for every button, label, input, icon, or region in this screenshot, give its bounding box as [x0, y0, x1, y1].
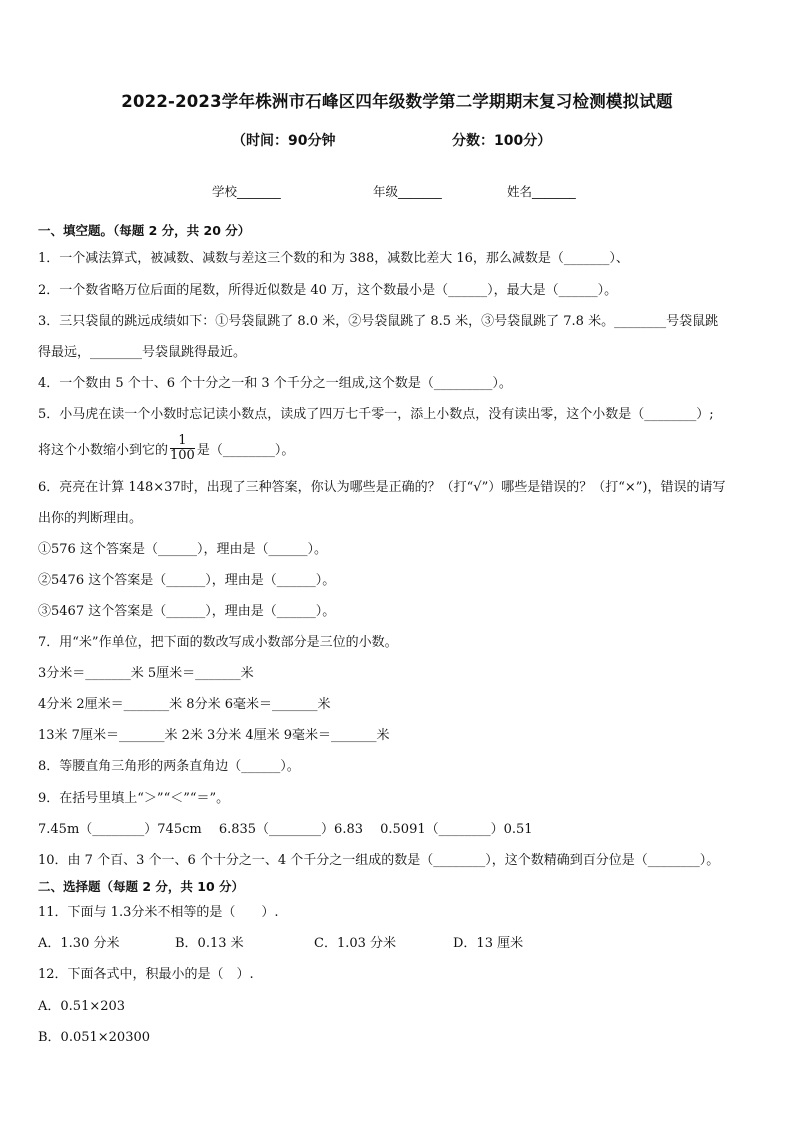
- question-1: 1．一个减法算式，被减数、减数与差这三个数的和为 388，减数比差大 16，那么减数是（_______）、: [38, 251, 629, 266]
- question-10: 10．由 7 个百、3 个一、6 个十分之一、4 个千分之一组成的数是（________），这个数精确到百分位是（________）。: [38, 853, 720, 868]
- question-9-row: 7.45m（________）745cm 6.835（________）6.83 0.5091（________）0.51: [38, 822, 533, 837]
- question-8: 8．等腰直角三角形的两条直角边（______）。: [38, 759, 300, 774]
- question-5-text-pre: 将这个小数缩小到它的: [38, 443, 169, 458]
- question-6-item-2: ②5476 这个答案是（______），理由是（______）。: [38, 573, 336, 588]
- question-7-row-1: 3分米＝_______米 5厘米＝_______米: [38, 666, 254, 681]
- question-7-row-3: 13米 7厘米＝_______米 2米 3分米 4厘米 9毫米＝_______米: [38, 728, 390, 743]
- question-11-option-c: C．1.03 分米: [314, 936, 397, 951]
- question-6-line-1: 6．亮亮在计算 148×37时，出现了三种答案，你认为哪些是正确的？（打“√”）哪些是错误的？（打“×”)，错误的请写: [38, 480, 726, 495]
- question-11-option-a: A．1.30 分米: [38, 936, 120, 951]
- question-11-option-d: D．13 厘米: [453, 936, 524, 951]
- question-12: 12．下面各式中，积最小的是（ ）.: [38, 967, 254, 982]
- fraction-numerator: 1: [170, 434, 195, 449]
- question-12-option-b: B．0.051×20300: [38, 1030, 151, 1045]
- question-6-line-2: 出你的判断理由。: [38, 511, 143, 526]
- fraction-one-hundredth: [170, 434, 195, 463]
- grade-field: 年级_______: [373, 184, 442, 199]
- question-3-line-2: 得最远，________号袋鼠跳得最近。: [38, 345, 247, 360]
- question-6-item-1: ①576 这个答案是（______），理由是（______）。: [38, 542, 327, 557]
- question-4: 4．一个数由 5 个十、6 个十分之一和 3 个千分之一组成,这个数是（_________）。: [38, 376, 512, 391]
- question-12-option-a: A．0.51×203: [38, 999, 126, 1014]
- question-11-option-b: B．0.13 米: [175, 936, 244, 951]
- question-2: 2．一个数省略万位后面的尾数，所得近似数是 40 万，这个数最小是（______），最大是（______）。: [38, 283, 618, 298]
- name-field: 姓名_______: [507, 184, 576, 199]
- fraction-denominator: 100: [170, 448, 195, 463]
- section-fill-in-heading: 一、填空题。（每题 2 分，共 20 分）: [38, 223, 251, 238]
- question-5-text-post: 是（________）。: [196, 443, 295, 458]
- question-7: 7．用“米”作单位，把下面的数改写成小数部分是三位的小数。: [38, 635, 398, 650]
- page-title: 2022-2023学年株洲市石峰区四年级数学第二学期期末复习检测模拟试题: [121, 92, 673, 111]
- exam-score: 分数：100分）: [452, 133, 552, 149]
- question-7-row-2: 4分米 2厘米＝_______米 8分米 6毫米＝_______米: [38, 697, 331, 712]
- question-3-line-1: 3．三只袋鼠的跳远成绩如下：①号袋鼠跳了 8.0 米，②号袋鼠跳了 8.5 米，③号袋鼠跳了 7.8 米。________号袋鼠跳: [38, 314, 719, 329]
- question-5-line-1: 5．小马虎在读一个小数时忘记读小数点，读成了四万七千零一，添上小数点，没有读出零，这个小数是（________）;: [38, 407, 714, 422]
- question-5-line-2: [38, 433, 295, 465]
- exam-time: （时间：90分钟: [232, 133, 336, 149]
- question-11: 11．下面与 1.3分米不相等的是（ ）.: [38, 905, 279, 920]
- section-choice-heading: 二、选择题（每题 2 分，共 10 分）: [38, 879, 245, 894]
- question-9: 9．在括号里填上“＞”“＜”“＝”。: [38, 791, 230, 806]
- question-6-item-3: ③5467 这个答案是（______），理由是（______）。: [38, 604, 336, 619]
- school-field: 学校_______: [212, 184, 281, 199]
